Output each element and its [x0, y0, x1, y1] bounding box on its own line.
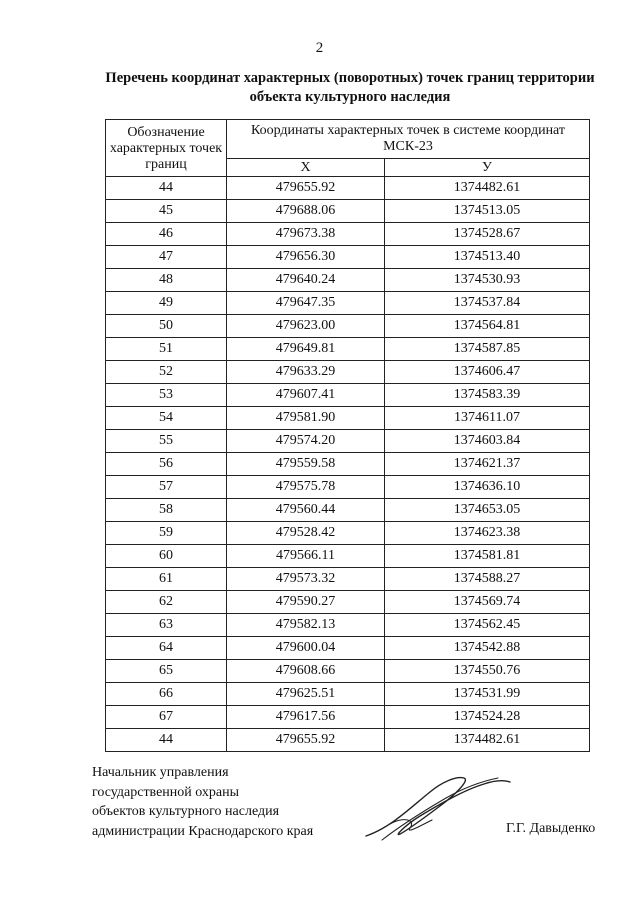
point-number-cell: 55 [106, 430, 227, 453]
header-point-designation: Обозначение характерных точек границ [106, 120, 227, 177]
table-row [106, 384, 590, 407]
table-row [106, 683, 590, 706]
point-number-cell: 67 [106, 706, 227, 729]
table-row [106, 499, 590, 522]
x-coordinate-cell: 479575.78 [227, 476, 385, 499]
x-coordinate-cell: 479574.20 [227, 430, 385, 453]
y-coordinate-cell: 1374513.40 [385, 246, 590, 269]
x-coordinate-cell: 479649.81 [227, 338, 385, 361]
point-number-cell: 51 [106, 338, 227, 361]
table-row [106, 729, 590, 752]
header-coordinate-system: Координаты характерных точек в системе координат МСК-23 [227, 120, 590, 159]
x-coordinate-cell: 479559.58 [227, 453, 385, 476]
y-coordinate-cell: 1374524.28 [385, 706, 590, 729]
y-coordinate-cell: 1374623.38 [385, 522, 590, 545]
point-number-cell: 65 [106, 660, 227, 683]
table-row [106, 706, 590, 729]
y-coordinate-cell: 1374562.45 [385, 614, 590, 637]
table-row [106, 177, 590, 200]
y-coordinate-cell: 1374542.88 [385, 637, 590, 660]
y-coordinate-cell: 1374583.39 [385, 384, 590, 407]
x-coordinate-cell: 479633.29 [227, 361, 385, 384]
x-coordinate-cell: 479673.38 [227, 223, 385, 246]
table-row [106, 476, 590, 499]
point-number-cell: 53 [106, 384, 227, 407]
point-number-cell: 64 [106, 637, 227, 660]
x-coordinate-cell: 479581.90 [227, 407, 385, 430]
point-number-cell: 45 [106, 200, 227, 223]
y-coordinate-cell: 1374530.93 [385, 269, 590, 292]
table-row [106, 614, 590, 637]
table-row [106, 591, 590, 614]
table-row [106, 223, 590, 246]
x-coordinate-cell: 479528.42 [227, 522, 385, 545]
header-x: X [227, 159, 385, 177]
y-coordinate-cell: 1374621.37 [385, 453, 590, 476]
y-coordinate-cell: 1374588.27 [385, 568, 590, 591]
y-coordinate-cell: 1374606.47 [385, 361, 590, 384]
x-coordinate-cell: 479625.51 [227, 683, 385, 706]
point-number-cell: 61 [106, 568, 227, 591]
title-line-2: объекта культурного наследия [249, 89, 451, 105]
point-number-cell: 49 [106, 292, 227, 315]
position-line: администрации Краснодарского края [92, 823, 314, 839]
x-coordinate-cell: 479573.32 [227, 568, 385, 591]
x-coordinate-cell: 479655.92 [227, 177, 385, 200]
x-coordinate-cell: 479688.06 [227, 200, 385, 223]
y-coordinate-cell: 1374528.67 [385, 223, 590, 246]
handwritten-signature [360, 768, 520, 848]
y-coordinate-cell: 1374482.61 [385, 729, 590, 752]
y-coordinate-cell: 1374513.05 [385, 200, 590, 223]
y-coordinate-cell: 1374603.84 [385, 430, 590, 453]
y-coordinate-cell: 1374531.99 [385, 683, 590, 706]
y-coordinate-cell: 1374587.85 [385, 338, 590, 361]
table-row [106, 453, 590, 476]
point-number-cell: 63 [106, 614, 227, 637]
point-number-cell: 48 [106, 269, 227, 292]
table-row [106, 200, 590, 223]
position-line: Начальник управления [92, 765, 229, 780]
point-number-cell: 56 [106, 453, 227, 476]
x-coordinate-cell: 479656.30 [227, 246, 385, 269]
point-number-cell: 54 [106, 407, 227, 430]
x-coordinate-cell: 479647.35 [227, 292, 385, 315]
table-row [106, 545, 590, 568]
table-row [106, 338, 590, 361]
y-coordinate-cell: 1374581.81 [385, 545, 590, 568]
point-number-cell: 59 [106, 522, 227, 545]
signatory-position [92, 763, 313, 841]
table-row [106, 568, 590, 591]
table-row [106, 430, 590, 453]
header-y: У [385, 159, 590, 177]
point-number-cell: 62 [106, 591, 227, 614]
table-row [106, 246, 590, 269]
title-line-1: Перечень координат характерных (поворотных) точек границ территории [105, 70, 595, 86]
y-coordinate-cell: 1374636.10 [385, 476, 590, 499]
x-coordinate-cell: 479600.04 [227, 637, 385, 660]
y-coordinate-cell: 1374611.07 [385, 407, 590, 430]
point-number-cell: 52 [106, 361, 227, 384]
point-number-cell: 50 [106, 315, 227, 338]
point-number-cell: 60 [106, 545, 227, 568]
x-coordinate-cell: 479617.56 [227, 706, 385, 729]
x-coordinate-cell: 479607.41 [227, 384, 385, 407]
point-number-cell: 66 [106, 683, 227, 706]
page-number: 2 [315, 40, 324, 56]
x-coordinate-cell: 479623.00 [227, 315, 385, 338]
table-row [106, 637, 590, 660]
signatory-name: Г.Г. Давыденко [506, 821, 596, 836]
y-coordinate-cell: 1374653.05 [385, 499, 590, 522]
y-coordinate-cell: 1374569.74 [385, 591, 590, 614]
table-row [106, 361, 590, 384]
point-number-cell: 58 [106, 499, 227, 522]
y-coordinate-cell: 1374564.81 [385, 315, 590, 338]
point-number-cell: 46 [106, 223, 227, 246]
table-row [106, 292, 590, 315]
x-coordinate-cell: 479608.66 [227, 660, 385, 683]
x-coordinate-cell: 479582.13 [227, 614, 385, 637]
point-number-cell: 44 [106, 729, 227, 752]
x-coordinate-cell: 479566.11 [227, 545, 385, 568]
x-coordinate-cell: 479560.44 [227, 499, 385, 522]
x-coordinate-cell: 479655.92 [227, 729, 385, 752]
table-row [106, 269, 590, 292]
x-coordinate-cell: 479640.24 [227, 269, 385, 292]
point-number-cell: 47 [106, 246, 227, 269]
position-line: государственной охраны [92, 784, 240, 800]
table-row [106, 660, 590, 683]
table-row [106, 522, 590, 545]
position-line: объектов культурного наследия [92, 804, 280, 819]
document-title [80, 69, 620, 107]
coordinates-table [105, 119, 590, 752]
y-coordinate-cell: 1374482.61 [385, 177, 590, 200]
table-row [106, 315, 590, 338]
y-coordinate-cell: 1374537.84 [385, 292, 590, 315]
coordinates-table-body [106, 177, 590, 752]
x-coordinate-cell: 479590.27 [227, 591, 385, 614]
table-row [106, 407, 590, 430]
point-number-cell: 44 [106, 177, 227, 200]
y-coordinate-cell: 1374550.76 [385, 660, 590, 683]
point-number-cell: 57 [106, 476, 227, 499]
